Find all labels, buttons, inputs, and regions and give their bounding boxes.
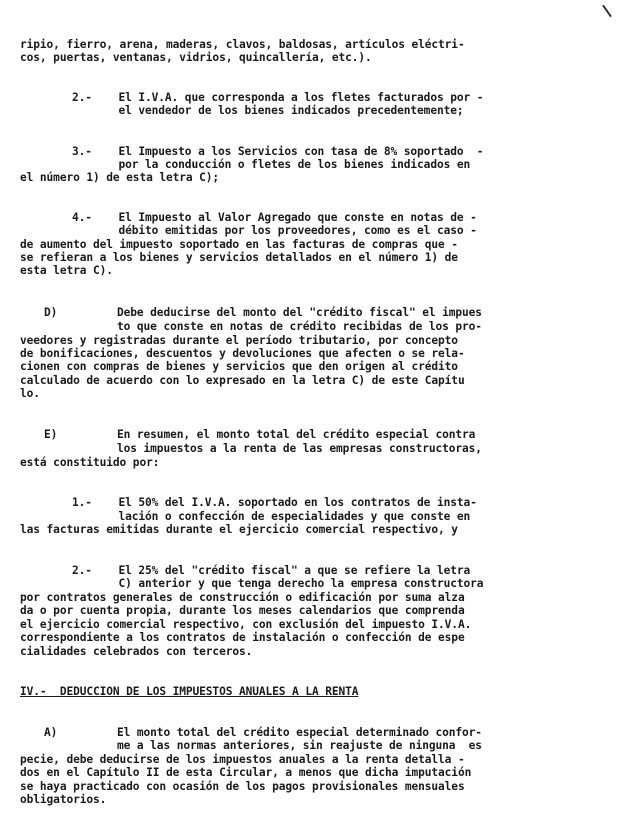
section-heading: IV.- DEDUCCION DE LOS IMPUESTOS ANUALES A LA RENTA	[20, 685, 359, 698]
text-line: me a las normas anteriores, sin reajuste de ninguna es	[44, 739, 482, 752]
text-line: correspondiente a los contratos de instalación o confección de espe	[20, 631, 465, 644]
text-line: 4.- El Impuesto al Valor Agregado que conste en notas de -	[72, 211, 477, 224]
text-line: 1.- El 50% del I.V.A. soportado en los contratos de insta-	[72, 496, 477, 509]
text-line: por contratos generales de construcción o edificación por suma alza	[20, 591, 465, 604]
text-line: to que conste en notas de crédito recibidas de los pro-	[44, 320, 482, 333]
text-line: lo.	[20, 387, 40, 400]
text-line: calculado de acuerdo con lo expresado en la letra C) de este Capítu	[20, 374, 465, 387]
text-line: de bonificaciones, descuentos y devoluciones que afecten o se rela-	[20, 347, 465, 360]
text-line: C) anterior y que tenga derecho la empresa constructora	[72, 577, 484, 590]
text-line: cialidades celebrados con terceros.	[20, 645, 253, 658]
text-line: cionen con compras de bienes y servicios que den origen al crédito	[20, 360, 458, 373]
corner-mark	[602, 5, 612, 18]
text-line: el ejercicio comercial respectivo, con exclusión del impuesto I.V.A.	[20, 618, 472, 631]
text-line: se haya practicado con ocasión de los pagos provisionales mensuales	[20, 780, 465, 793]
text-line: 2.- El 25% del "crédito fiscal" a que se refiere la letra	[72, 564, 471, 577]
text-line: el número 1) de esta letra C);	[20, 171, 220, 184]
text-line: dos en el Capítulo II de esta Circular, a menos que dicha imputación	[20, 766, 472, 779]
text-line: está constituido por:	[20, 456, 160, 469]
text-line: 2.- El I.V.A. que corresponda a los fletes facturados por -	[72, 91, 484, 104]
text-line: da o por cuenta propia, durante los meses calendarios que comprenda	[20, 604, 465, 617]
text-line: las facturas emitidas durante el ejercicio comercial respectivo, y	[20, 523, 458, 536]
text-line: se refieran a los bienes y servicios detallados en el número 1) de	[20, 251, 458, 264]
text-line: los impuestos a la renta de las empresas constructoras,	[44, 442, 482, 455]
text-line: débito emitidas por los proveedores, como es el caso -	[72, 224, 477, 237]
text-line: esta letra C).	[20, 264, 113, 277]
text-line: lación o confección de especialidades y que conste en	[72, 510, 471, 523]
text-line: A) El monto total del crédito especial determinado confor-	[44, 726, 482, 739]
text-line: el vendedor de los bienes indicados precedentemente;	[72, 104, 464, 117]
text-line: de aumento del impuesto soportado en las facturas de compras que -	[20, 238, 458, 251]
text-line: D) Debe deducirse del monto del "crédito fiscal" el impues	[44, 306, 482, 319]
text-line: veedores y registradas durante el período tributario, por concepto	[20, 334, 458, 347]
text-line: por la conducción o fletes de los bienes indicados en	[72, 158, 471, 171]
text-line: pecie, debe deducirse de los impuestos anuales a la renta detalla -	[20, 753, 465, 766]
text-line: 3.- El Impuesto a los Servicios con tasa de 8% soportado -	[72, 145, 484, 158]
text-line: E) En resumen, el monto total del crédito especial contra	[44, 428, 476, 441]
text-line: cos, puertas, ventanas, vidrios, quincallería, etc.).	[20, 51, 372, 64]
text-line: obligatorios.	[20, 793, 107, 806]
text-line: ripio, fierro, arena, maderas, clavos, baldosas, artículos eléctri-	[20, 38, 465, 51]
